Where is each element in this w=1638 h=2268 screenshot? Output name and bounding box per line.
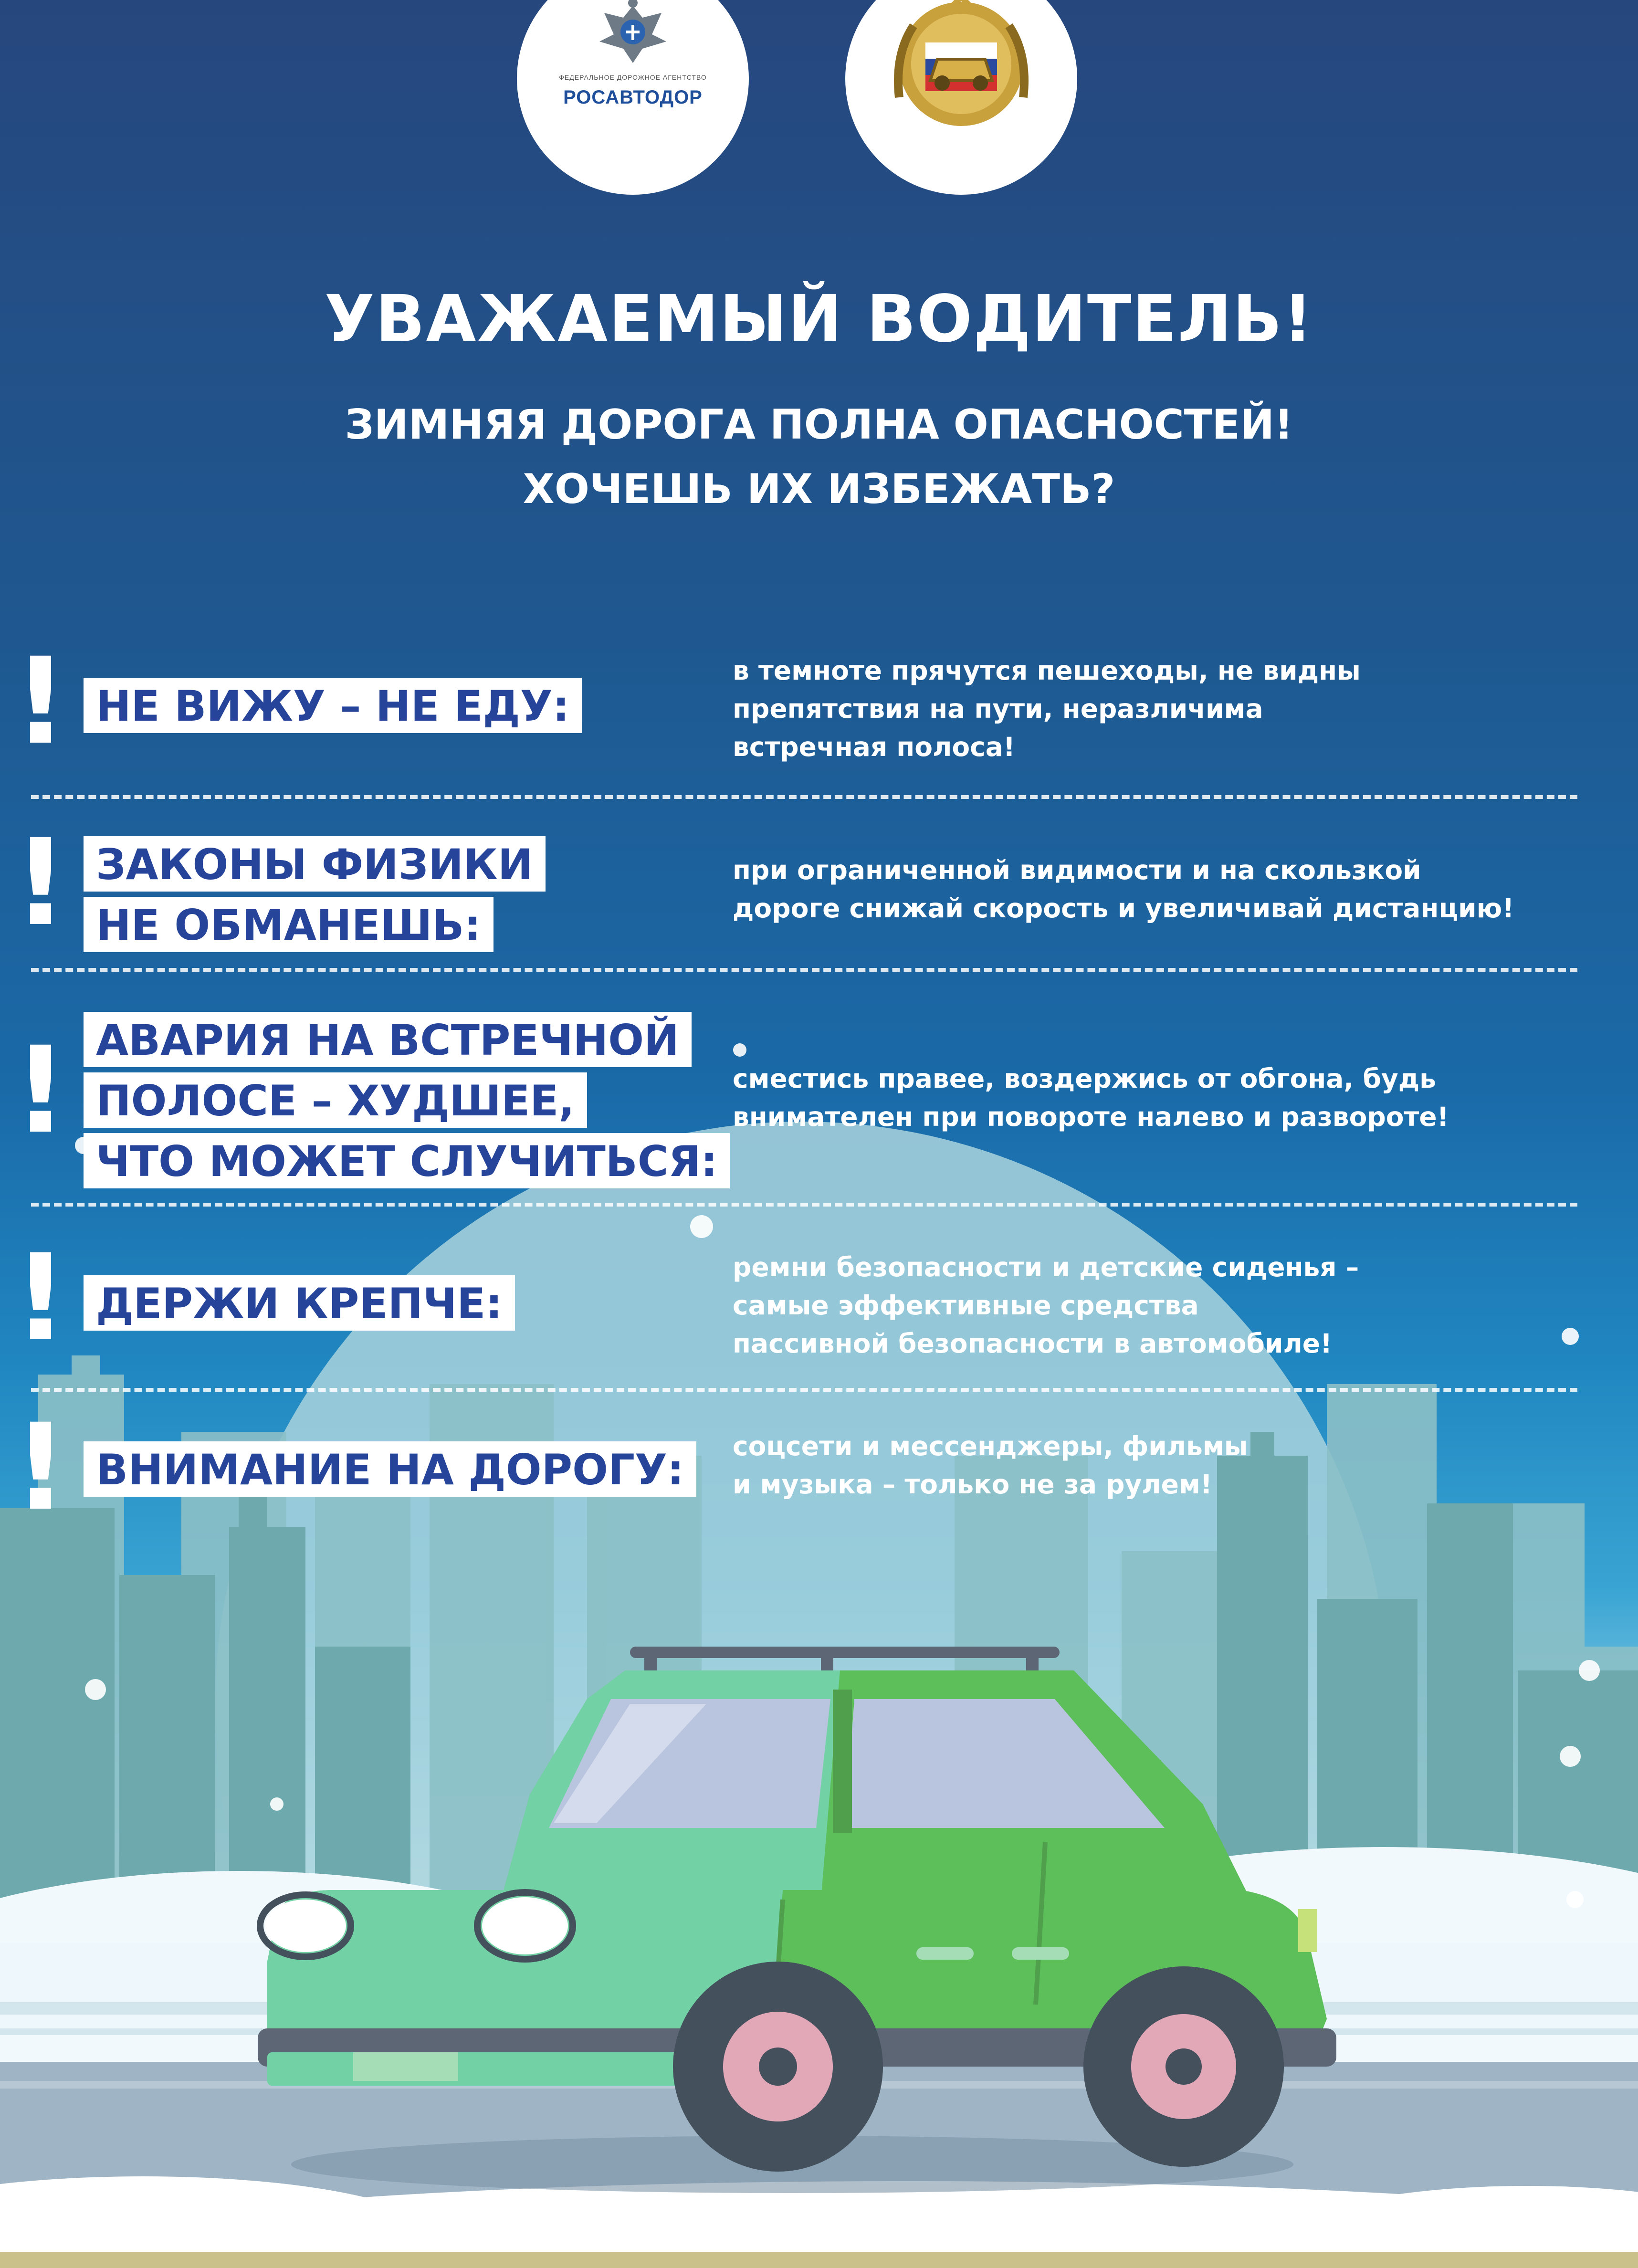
exclamation-icon: ! bbox=[13, 813, 68, 952]
rule-label-line: НЕ ОБМАНЕШЬ: bbox=[84, 897, 494, 952]
double-headed-eagle-icon bbox=[595, 0, 671, 68]
exclamation-icon: ! bbox=[13, 632, 68, 771]
exclamation-icon: ! bbox=[13, 1021, 68, 1160]
rule-label-line: АВАРИЯ НА ВСТРЕЧНОЙ bbox=[84, 1012, 692, 1067]
exclamation-icon: ! bbox=[13, 1228, 68, 1367]
rule-label bbox=[84, 678, 582, 738]
agency-caption: ФЕДЕРАЛЬНОЕ ДОРОЖНОЕ АГЕНТСТВО bbox=[559, 74, 707, 81]
dashed-divider bbox=[31, 795, 1577, 799]
subtitle-line-2: ХОЧЕШЬ ИХ ИЗБЕЖАТЬ? bbox=[523, 465, 1115, 513]
traffic-police-emblem-icon bbox=[880, 0, 1042, 136]
rule-text bbox=[733, 1427, 1248, 1503]
agency-name: РОСАВТОДОР bbox=[563, 87, 703, 108]
page-title: УВАЖАЕМЫЙ ВОДИТЕЛЬ! bbox=[324, 282, 1314, 357]
rule-text-line: дороге снижай скорость и увеличивай дистанцию! bbox=[733, 893, 1514, 924]
rule-text-line: соцсети и мессенджеры, фильмы bbox=[733, 1431, 1248, 1461]
dashed-divider bbox=[31, 1203, 1577, 1207]
rule-label-line: ЧТО МОЖЕТ СЛУЧИТЬСЯ: bbox=[84, 1133, 730, 1188]
rule-label bbox=[84, 1012, 730, 1194]
rule-label-line: ЗАКОНЫ ФИЗИКИ bbox=[84, 836, 546, 892]
rule-text bbox=[733, 651, 1361, 766]
rule-text-line: и музыка – только не за рулем! bbox=[733, 1469, 1212, 1500]
rule-text-line: сместись правее, воздержись от обгона, будь bbox=[733, 1063, 1436, 1094]
rule-text-line: в темноте прячутся пешеходы, не видны bbox=[733, 655, 1361, 686]
dashed-divider bbox=[31, 1388, 1577, 1392]
rule-text-line: препятствия на пути, неразличима bbox=[733, 693, 1263, 724]
rule-label-line: ВНИМАНИЕ НА ДОРОГУ: bbox=[84, 1441, 696, 1497]
rule-label bbox=[84, 1275, 515, 1336]
rule-label-line: НЕ ВИЖУ – НЕ ЕДУ: bbox=[84, 678, 582, 733]
bottom-strip bbox=[0, 2252, 1638, 2268]
rule-label-line: ПОЛОСЕ – ХУДШЕЕ, bbox=[84, 1072, 587, 1128]
rule-label-line: ДЕРЖИ КРЕПЧЕ: bbox=[84, 1275, 515, 1331]
rule-text-line: ремни безопасности и детские сиденья – bbox=[733, 1252, 1359, 1282]
subtitle-line-1: ЗИМНЯЯ ДОРОГА ПОЛНА ОПАСНОСТЕЙ! bbox=[345, 401, 1293, 449]
dashed-divider bbox=[31, 968, 1577, 972]
rule-text-line: самые эффективные средства bbox=[733, 1290, 1199, 1321]
rule-text bbox=[733, 1060, 1449, 1136]
rule-text bbox=[733, 1248, 1359, 1363]
rule-text bbox=[733, 851, 1514, 927]
rule-text-line: при ограниченной видимости и на скользкой bbox=[733, 855, 1421, 885]
rule-text-line: пассивной безопасности в автомобиле! bbox=[733, 1328, 1333, 1359]
rule-text-line: встречная полоса! bbox=[733, 732, 1015, 762]
exclamation-icon: ! bbox=[13, 1398, 68, 1537]
rule-text-line: внимателен при повороте налево и развороте! bbox=[733, 1102, 1449, 1132]
rule-label bbox=[84, 1441, 696, 1502]
rule-label bbox=[84, 836, 546, 957]
